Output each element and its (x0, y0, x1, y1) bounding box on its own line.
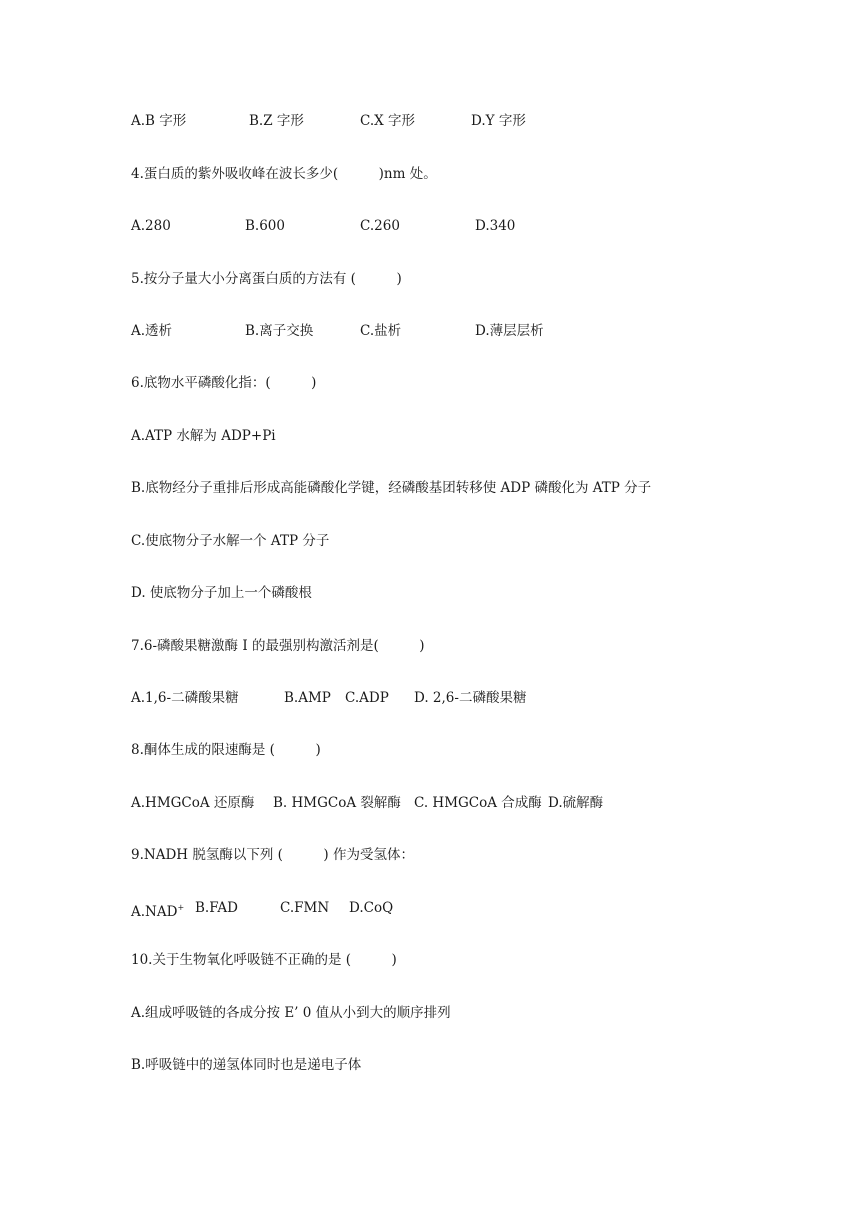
q5-option-b: B.离子交换 (245, 323, 314, 339)
q9-option-d: D.CoQ (349, 900, 394, 916)
q8-option-c: C. HMGCoA 合成酶 (414, 795, 542, 811)
q7-option-c: C.ADP (345, 690, 389, 706)
q3-option-a: A.B 字形 (131, 113, 187, 129)
q9-question: 9.NADH 脱氢酶以下列 ( ) 作为受氢体： (131, 847, 414, 863)
q8-option-a: A.HMGCoA 还原酶 (131, 795, 255, 811)
q7-option-a: A.1,6-二磷酸果糖 (131, 690, 239, 706)
q7-option-d: D. 2,6-二磷酸果糖 (414, 690, 527, 706)
q6-option-d: D. 使底物分子加上一个磷酸根 (131, 585, 312, 601)
q9-option-a-text: A.NAD (131, 904, 178, 920)
q10-option-a: A.组成呼吸链的各成分按 E’ 0 值从小到大的顺序排列 (131, 1005, 451, 1021)
q4-option-a: A.280 (131, 218, 171, 234)
q9-option-a-superscript: + (177, 903, 185, 912)
q3-option-c: C.X 字形 (360, 113, 416, 129)
q6-option-b: B.底物经分子重排后形成高能磷酸化学键，经磷酸基团转移使 ADP 磷酸化为 ATP 分子 (131, 480, 652, 496)
q6-option-a: A.ATP 水解为 ADP+Pi (131, 428, 276, 444)
q4-option-b: B.600 (245, 218, 285, 234)
q6-option-c: C.使底物分子水解一个 ATP 分子 (131, 533, 330, 549)
q3-option-b: B.Z 字形 (249, 113, 304, 129)
q4-question: 4.蛋白质的紫外吸收峰在波长多少( )nm 处。 (131, 166, 437, 182)
q5-option-d: D.薄层层析 (475, 323, 544, 339)
q10-option-b: B.呼吸链中的递氢体同时也是递电子体 (131, 1057, 362, 1073)
q8-option-d: D.硫解酶 (548, 795, 604, 811)
q9-option-c: C.FMN (280, 900, 330, 916)
q9-option-b: B.FAD (195, 900, 238, 916)
q6-question: 6.底物水平磷酸化指：( ) (131, 375, 317, 391)
q5-question: 5.按分子量大小分离蛋白质的方法有 ( ) (131, 271, 402, 287)
q5-option-c: C.盐析 (360, 323, 402, 339)
q7-option-b: B.AMP (284, 690, 331, 706)
q7-question: 7.6-磷酸果糖激酶 I 的最强别构激活剂是( ) (131, 638, 425, 654)
q10-question: 10.关于生物氧化呼吸链不正确的是 ( ) (131, 952, 397, 968)
q5-option-a: A.透析 (131, 323, 173, 339)
q8-question: 8.酮体生成的限速酶是 ( ) (131, 742, 321, 758)
q4-option-d: D.340 (475, 218, 516, 234)
q8-option-b: B. HMGCoA 裂解酶 (273, 795, 401, 811)
q4-option-c: C.260 (360, 218, 400, 234)
q3-option-d: D.Y 字形 (471, 113, 526, 129)
q9-option-a (131, 899, 184, 921)
